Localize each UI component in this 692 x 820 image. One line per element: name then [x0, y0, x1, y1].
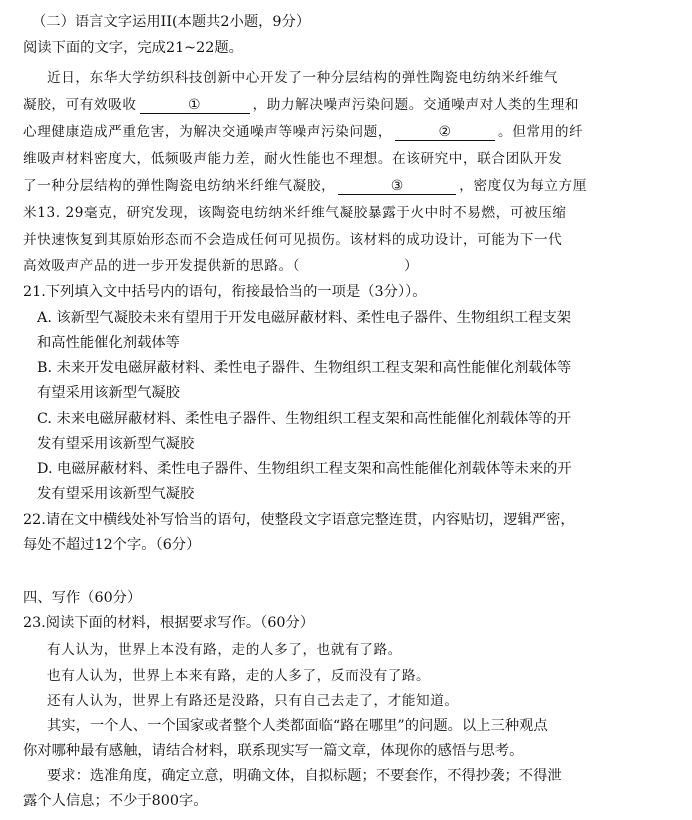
passage-line-7: 并快速恢复到其原始形态而不会造成任何可见损伤。该材料的成功设计，可能为下一代: [23, 232, 563, 248]
material-line-1: 有人认为，世界上本没有路，走的人多了，也就有了路。: [47, 642, 402, 658]
option-d-line-2: 发有望采用该新型气凝胶: [37, 486, 195, 502]
option-a-line-2: 和高性能催化剂载体等: [37, 335, 180, 351]
blank-1-marker: ①: [187, 97, 202, 113]
passage-line-5: [23, 176, 587, 196]
passage-line-5-start: 了一种分层结构的弹性陶瓷电纺纳米纤维气凝胶，: [23, 178, 336, 194]
passage-line-2-start: 凝胶，可有效吸收: [23, 97, 137, 113]
passage-line-8: [23, 256, 418, 276]
blank-3-marker: ③: [390, 178, 404, 194]
passage-line-4: 维吸声材料密度大，低频吸声能力差，耐火性能也不理想。在该研究中，联合团队开发: [23, 151, 563, 167]
blank-1[interactable]: [140, 97, 250, 114]
reading-instruction: 阅读下面的文字，完成21~22题。: [23, 40, 243, 56]
question-21-stem: 21.下列填入文中括号内的语句，衔接最恰当的一项是（3分））。: [23, 284, 427, 300]
passage-line-3-start: 心理健康造成严重危害，为解决交通噪声等噪声污染问题，: [23, 124, 393, 140]
prompt-line-1: 其实，一个人、一个国家或者整个人类都面临“路在哪里”的问题。以上三种观点: [47, 718, 548, 734]
passage-line-2: [23, 95, 579, 115]
question-22-line-1: 22.请在文中横线处补写恰当的语句，使整段文字语意完整连贯，内容贴切，逻辑严密，: [23, 512, 575, 528]
passage-line-2-end: ，助力解决噪声污染问题。交通噪声对人类的生理和: [252, 97, 580, 113]
blank-3[interactable]: [338, 178, 456, 195]
passage-line-8-text: 高效吸声产品的进一步开发提供新的思路。（: [23, 258, 301, 274]
blank-2-marker: ②: [438, 124, 452, 140]
option-c-line-2: 发有望采用该新型气凝胶: [37, 436, 195, 452]
option-d-line-1: D. 电磁屏蔽材料、柔性电子器件、生物组织工程支架和高性能催化剂载体等未来的开: [37, 461, 572, 477]
passage-line-6: 米13. 29毫克，研究发现，该陶瓷电纺纳米纤维气凝胶暴露于火中时不易燃，可被压缩: [23, 205, 567, 221]
material-line-2: 也有人认为，世界上本来有路，走的人多了，反而没有了路。: [47, 668, 431, 684]
prompt-line-2: 你对哪种最有感触，请结合材料，联系现实写一篇文章，体现你的感悟与思考。: [23, 743, 524, 759]
blank-2[interactable]: [395, 124, 495, 141]
requirements-line-1: 要求：选准角度，确定立意，明确文体，自拟标题；不要套作，不得抄袭；不得泄: [47, 768, 562, 784]
requirements-line-2: 露个人信息；不少于800字。: [23, 793, 208, 809]
material-line-3: 还有人认为，世界上有路还是没路，只有自己去走了，才能知道。: [47, 693, 459, 709]
section-2-heading: （二）语言文字运用II(本题共2小题，9分）: [32, 14, 311, 30]
question-22-line-2: 每处不超过12个字。（6分）: [23, 537, 201, 553]
option-a-line-1: A. 该新型气凝胶未来有望用于开发电磁屏蔽材料、柔性电子器件、生物组织工程支架: [37, 310, 572, 326]
section-4-heading: 四、写作（60分）: [23, 590, 142, 606]
passage-line-3-end: 。但常用的纤: [498, 124, 584, 140]
passage-line-1: 近日，东华大学纺织科技创新中心开发了一种分层结构的弹性陶瓷电纺纳米纤维气: [47, 70, 558, 86]
passage-line-3: [23, 122, 583, 142]
option-b-line-1: B. 未来开发电磁屏蔽材料、柔性电子器件、生物组织工程支架和高性能催化剂载体等: [37, 360, 572, 376]
option-b-line-2: 有望采用该新型气凝胶: [37, 385, 180, 401]
question-23-stem: 23.阅读下面的材料，根据要求写作。（60分）: [23, 615, 315, 631]
passage-line-8-close: ）: [404, 258, 419, 274]
option-c-line-1: C. 未来电磁屏蔽材料、柔性电子器件、生物组织工程支架和高性能催化剂载体等的开: [37, 411, 572, 427]
passage-line-5-end: ，密度仅为每立方厘: [459, 178, 588, 194]
